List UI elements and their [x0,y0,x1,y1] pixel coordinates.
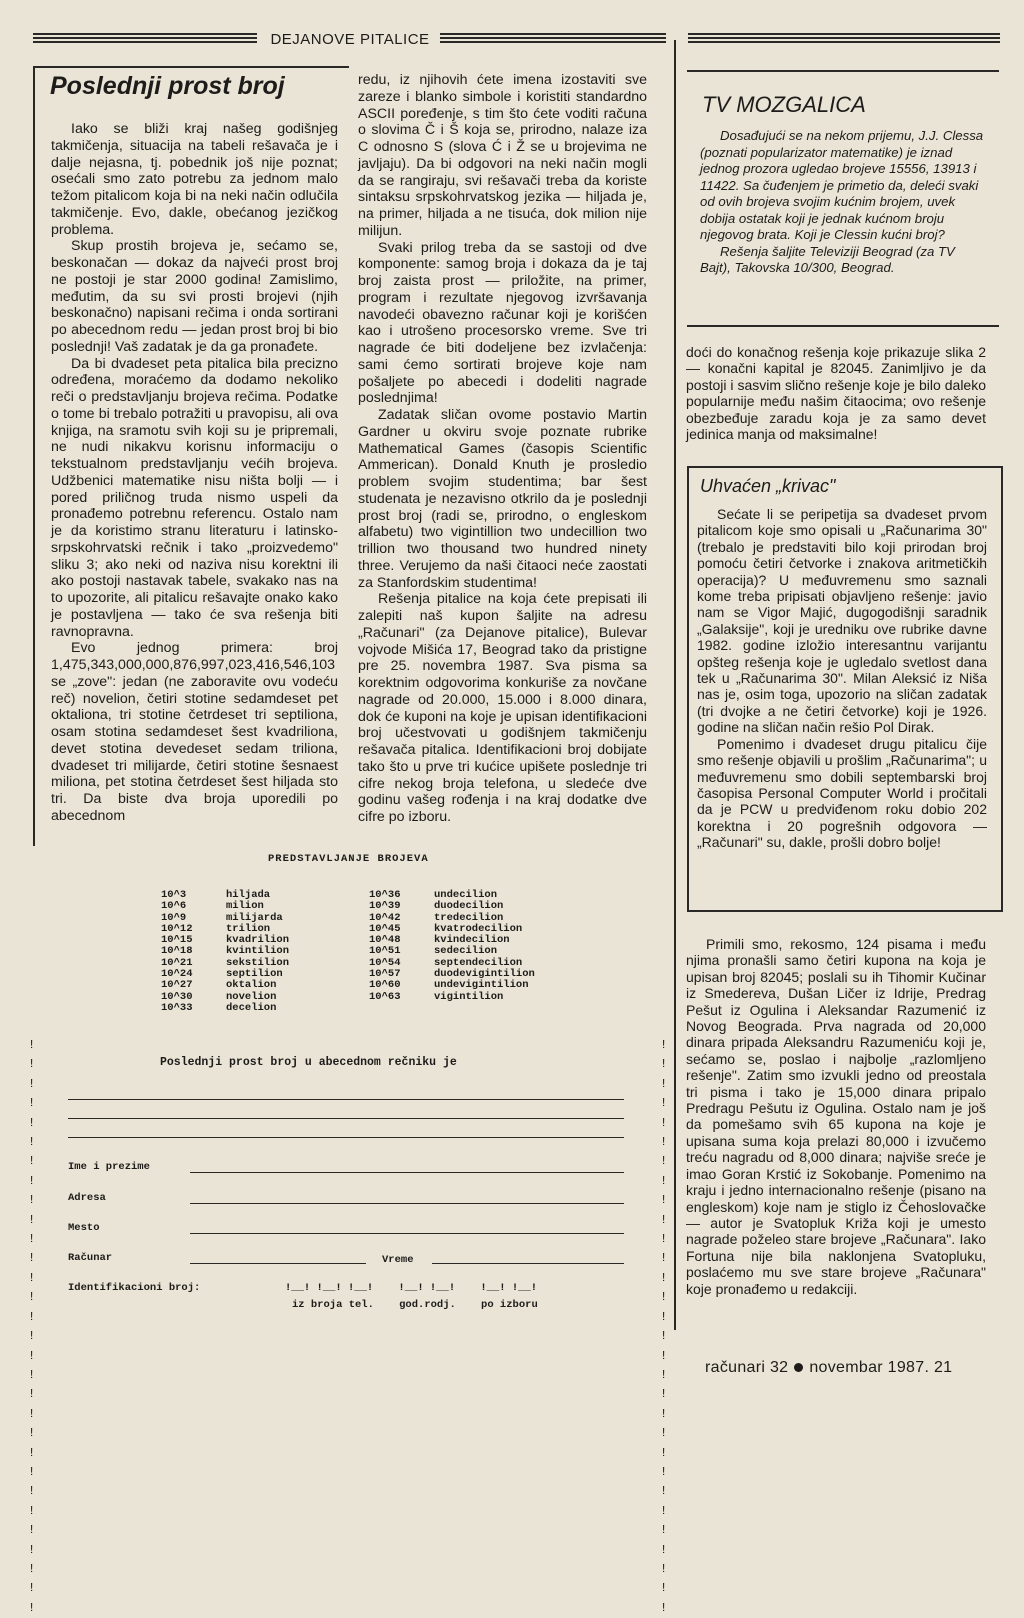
table-name-cell: kvintilion [226,945,290,958]
tv-rule-top [687,70,999,72]
answer-line-2[interactable] [68,1118,624,1119]
table-name-cell: kvadrilion [226,934,290,947]
table-right-powers [369,890,401,1003]
table-name-cell: duodecilion [434,900,504,913]
coupon-edge-left: ! ! ! ! ! ! ! ! ! ! ! ! ! ! ! ! ! ! ! ! ! ! ! ! ! ! ! ! ! ! [28,1038,36,1615]
computer-label: Računar [68,1252,113,1264]
article-title: Poslednji prost broj [50,72,285,100]
table-power-cell: 10^6 [161,900,187,913]
article-column-3-bottom [686,936,986,1297]
uhvacen-body [697,506,987,851]
name-label: Ime i prezime [68,1161,150,1173]
table-power-cell: 10^39 [369,900,401,913]
table-power-cell: 10^27 [161,979,193,992]
table-power-cell: 10^45 [369,922,401,935]
table-name-cell: hiljada [226,889,271,901]
paragraph: Zadatak sličan ovome postavio Martin Gardner u okviru svoje poznate rubrike Mathematical Games (časopis Scientific Ammerican). Donald Knuth je prosledio problem svojim studentima; bar šest studenata je nezavisno otkrilo da je poslednji prost broj (radi se, prirodno, o engleskom alfabetu) two vigintillion two undecillion two trillion two thousand two hundred ninety three. Verujemo da naši čitaoci neće zaostati za Stanfordskim studentima! [358,407,647,591]
table-power-cell: 10^60 [369,979,401,992]
table-name-cell: sedecilion [434,945,498,958]
table-name-cell: milijarda [226,911,283,924]
paragraph: Iako se bliži kraj našeg godišnjeg takmičenja, situacija na tabeli rešavača je i dalje nejasna, tj. pobednik još nije poznat; osećali smo zato potrebu za jednom malo težom pitalicom koja bi na neki način odlučila takmičenje. Evo, dakle, obećanog jezičkog problema. [51,121,338,238]
tv-rule-bottom [687,325,999,327]
answer-line-3[interactable] [68,1137,624,1138]
coupon-heading: Poslednji prost broj u abecednom rečniku je [160,1056,457,1069]
magazine-issue: računari 32 [705,1359,789,1376]
bullet-icon [794,1363,803,1372]
table-name-cell: tredecilion [434,911,504,924]
header-rule-right [688,33,1000,47]
table-title: PREDSTAVLJANJE BROJEVA [268,853,429,865]
table-name-cell: trilion [226,922,271,935]
table-left-powers [161,890,193,1014]
table-name-cell: novelion [226,990,277,1003]
paragraph: Skup prostih brojeva je, sećamo se, beskonačan — dokaz da najveći prost broj ne postoji je star 2000 godina! Zamislimo, međutim, da su svi prosti brojevi (njih beskonačno) napisani rečima i onda sortirani po abecednom redu — jedan prost broj bi bio poslednji! Vaš zadatak je da ga pronađete. [51,238,338,355]
table-power-cell: 10^51 [369,945,401,958]
page-footer [705,1359,952,1377]
table-power-cell: 10^36 [369,889,401,901]
paragraph: doći do konačnog rešenja koje prikazuje slika 2 — konačni kapital je 82045. Zanimljivo je da postoji i sasvim slično rešenje koje je bilo daleko popularnije među našim čitaocima; ovo rešenje obezbeđuje zaradu koja je za samo devet jedinica manja od maksimalne! [686,344,986,443]
table-name-cell: milion [226,900,264,913]
paragraph: Rešenja pitalice na koja ćete prepisati ili zalepiti naš kupon šaljite na adresu „Računari" (za Dejanove pitalice), Bulevar vojvode Mišića 17, Beograd tako da pristigne pre 25. novembra 1987. Sva pisma sa korektnim odgovorima konkuriše za novčane nagrade od 20.000, 15.000 i 8.000 dinara, dok će kuponi na koje je upisan identifikacioni broj učestvovati u godišnjem takmičenju rešavača pitalica. Identifikacioni broj dobijate tako što u prve tri kućice upišete poslednje tri cifre nekog broja telefona, u sledeće dve godinu vašeg rođenja i na kraj dodatke dve cifre po izboru. [358,591,647,825]
table-power-cell: 10^63 [369,990,401,1003]
paragraph: Pomenimo i dvadeset drugu pitalicu čije smo rešenje objavili u prošlim „Računarima"; u međuvremenu smo dobili septembarski broj časopisa Personal Computer World i pročitali da je PCW u predviđenom roku dobio 202 korektna i 20 pogrešnih odgovora — „Računari" su, dakle, prošli dobro bolje! [697,735,987,851]
paragraph: Svaki prilog treba da se sastoji od dve komponente: samog broja i dokaza da je taj broj zaista prost — priložite, na primer, program i rezultate njegovog izvršavanja navodeći obavezno računar koji je korišćen kao i utrošeno procesorsko vreme. Sve tri nagrade će biti dodeljene bez izvlačenja: sami ćemo sortirati brojeve koje nam pošaljete po abecedi i dodeliti nagrade poslednjima! [358,239,647,407]
table-power-cell: 10^21 [161,956,193,969]
table-power-cell: 10^12 [161,922,193,935]
table-power-cell: 10^54 [369,956,401,969]
table-power-cell: 10^18 [161,945,193,958]
paragraph: Evo jednog primera: broj 1,475,343,000,000,876,997,023,416,546,103 se „zove": jedan (ne zaboravite ovu vodeću reč) novelion, četiri stotine sedamdeset pet oktaliona, tri stotine četrdeset tri septiliona, osam stotina sedamdeset šest kvadriliona, devet stotina devedeset sedam triliona, dvadeset tri milijarde, četiri stotine šesnaest miliona, pet stotina četrdeset šest hiljada sto tri. Da biste dva broja uporedili po abecednom [51,640,338,824]
table-name-cell: kvatrodecilion [434,922,523,935]
id-captions: iz broja tel. god.rodj. po izboru [292,1299,538,1311]
article-column-1 [51,121,338,825]
table-name-cell: undecilion [434,889,498,901]
city-field[interactable] [190,1233,624,1234]
table-power-cell: 10^42 [369,911,401,924]
header-rule-middle [440,33,666,47]
page-number: 21 [933,1359,953,1376]
tv-title: TV MOZGALICA [702,92,866,117]
id-label: Identifikacioni broj: [68,1282,201,1294]
table-left-names [226,890,289,1014]
paragraph: Sećate li se peripetija sa dvadeset prvom pitalicom koje smo opisali u „Računarima 30" (trebalo je predstaviti bilo koji prirodan broj pomoću četiri četvorke i znakova aritmetičkih operacija)? U međuvremenu smo saznali kome treba pripisati objavljeno rešenje: javio nam se Vigor Majić, dugogodišnji saradnik „Galaksije", koji je uredniku ove rubrike davne 1982. godine izložio interesantnu varijantu opšteg rešenja koje je ugledalo svetlost dana tek u „Računarima 30". Milan Aleksić iz Niša nas je, osim toga, upozorio na sličan zadatak (tri dvojke a ne četiri četvorke) koji je 1926. godine na sličan način rešio Pol Dirak. [697,506,987,736]
address-label: Adresa [68,1192,106,1204]
table-name-cell: decelion [226,1001,277,1014]
time-field[interactable] [432,1263,624,1264]
tv-body [700,128,985,277]
uhvacen-title: Uhvaćen „krivac" [700,476,836,496]
table-power-cell: 10^15 [161,934,193,947]
city-label: Mesto [68,1222,100,1234]
table-right-names [434,890,535,1003]
table-power-cell: 10^24 [161,968,193,981]
section-header: DEJANOVE PITALICE [270,31,430,48]
coupon-edge-right: ! ! ! ! ! ! ! ! ! ! ! ! ! ! ! ! ! ! ! ! ! ! ! ! ! ! ! ! ! ! [660,1038,668,1615]
table-name-cell: septilion [226,968,283,981]
issue-date: novembar 1987. [809,1359,930,1376]
paragraph: Dosađujući se na nekom prijemu, J.J. Clessa (poznati popularizator matematike) je iznad jednog prozora ugledao brojeve 15556, 13913 i 11422. Sa čuđenjem je primetio da, deleći svaki od ovih brojeva svojim kućnim brojem, uvek dobija ostatak koji je jednak kućnom broju njegovog brata. Koji je Clessin kućni broj? [700,128,984,242]
table-power-cell: 10^33 [161,1001,193,1014]
paragraph: Rešenja šaljite Televiziji Beograd (za TV Bajt), Takovska 10/300, Beograd. [700,243,955,275]
article-column-3-top [686,344,986,442]
header-rule-left [33,33,257,47]
table-name-cell: vigintilion [434,990,504,1003]
table-name-cell: sekstilion [226,956,290,969]
table-power-cell: 10^9 [161,911,187,924]
table-name-cell: kvindecilion [434,934,510,947]
table-power-cell: 10^57 [369,968,401,981]
computer-field[interactable] [190,1263,366,1264]
table-power-cell: 10^3 [161,889,187,901]
answer-line-1[interactable] [68,1099,624,1100]
table-power-cell: 10^48 [369,934,401,947]
address-field[interactable] [190,1203,624,1204]
id-boxes[interactable]: !__! !__! !__! !__! !__! !__! !__! [285,1282,538,1294]
table-name-cell: septendecilion [434,956,523,969]
column-divider [674,40,676,1330]
article-column-2 [358,72,647,826]
table-name-cell: duodevigintilion [434,968,535,981]
table-name-cell: oktalion [226,979,277,992]
time-label: Vreme [382,1254,414,1266]
paragraph: Da bi dvadeset peta pitalica bila precizno određena, moraćemo da dodamo nekoliko reči o predstavljanju brojeva rečima. Podatke o tome bi trebalo potražiti u pravopisu, ali ova knjiga, na sramotu svih koji su je pripremali, ne nudi nikakvu korisnu informaciju o tekstualnom predstavljanju većih brojeva. Udžbenici matematike nisu ništa bolji — i pored priličnog truda nismo uspeli da pronađemo potrebnu referencu. Ostalo nam je da koristimo stranu literaturu i latinsko-srpskohrvatski rečnik i tako „proizvedemo" sliku 3; ako neki od naziva nisu korektni ili ako postoji nastavak tabele, svakako nas na to upozorite, ali pitalicu rešavajte onako kako je postavljena — tako će sva rešenja biti ravnopravna. [51,355,338,640]
paragraph: redu, iz njihovih ćete imena izostaviti sve zareze i blanko simbole i koristiti standardno ASCII poređenje, s tim što ćete voditi računa o slovima Č i Š koja se, prirodno, nalaze iza C odnosno S (slova Ć i Ž se u brojevima ne javljaju). Da bi odgovori na neki način mogli da se rangiraju, svi rešavači treba da koriste sintaksu srpskohrvatskog jezika — hiljada je, na primer, hiljada a ne tisuća, dok milion nije milijun. [358,72,647,239]
name-field[interactable] [190,1172,624,1173]
paragraph: Primili smo, rekosmo, 124 pisama i među njima pronašli samo četiri kupona na koja je upisan broj 82045; poslali su ih Tihomir Kučinar iz Smedereva, Dušan Ličer iz Idrije, Predrag Pešut iz Ogulina i Aleksandar Razumenić iz Novog Beograda. Prva nagrada od 20,000 dinara pripada Aleksandru Razumeniću koji je, sećamo se, poslao i najbolje „razlomljeno rešenje". Zatim smo izvukli jedno od preostala tri pisma i tako je 15,000 dinara pripalo Predragu Pešutu iz Ogulina. Ostalo nam je još da pomešamo svih 65 kupona na koje je upisana suma koja prelazi 80,000 i izvučemo treću nagradu od 8,000 dinara; najviše sreće je imao Goran Krstić iz Sokobanje. Pomenimo na kraju i jedno internacionalno rešenje (pisano na engleskom) koje nam je stiglo iz Čehoslovačke — autor je Svatopluk Križa koji je umesto nagrade poželeo stare brojeve „Računara". Iako Fortuna nije bila naklonjena Svatopluku, poslaćemo mu sve stare brojeve „Računara" koje pronađemo u redakciji. [686,936,986,1297]
table-name-cell: undevigintilion [434,979,529,992]
table-power-cell: 10^30 [161,990,193,1003]
